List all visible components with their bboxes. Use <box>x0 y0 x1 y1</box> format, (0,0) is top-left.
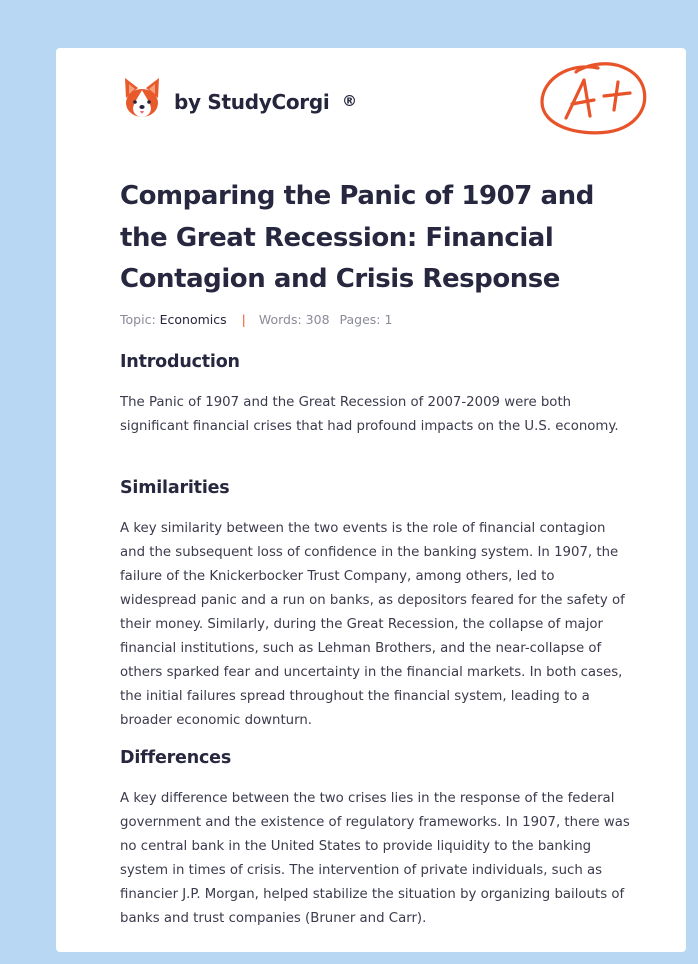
article-title: Comparing the Panic of 1907 and the Great Recession: Financial Contagion and Crisis Response <box>120 181 594 294</box>
page-count: Pages: 1 <box>339 312 393 327</box>
section-text-similarities: A key similarity between the two events is the role of financial contagion and the subsequent loss of confidence in the banking system. In 1907, the failure of the Knickerbocker Trust Company, among others, led to widespread panic and a run on banks, as depositors feared for the safety of their money. Similarly, during the Great Recession, the collapse of major financial institutions, such as Lehman Brothers, and the near-collapse of others sparked fear and uncertainty in the financial markets. In both cases, the initial failures spread throughout the financial system, leading to a broader economic downturn. <box>120 521 625 728</box>
document-card <box>56 48 686 952</box>
brand-name: by StudyCorgi <box>174 90 330 114</box>
studycorgi-logo[interactable] <box>122 77 329 119</box>
word-count: Words: 308 <box>258 312 330 327</box>
meta-separator: | <box>241 312 246 327</box>
registered-mark: ® <box>342 92 357 110</box>
section-heading-similarities: Similarities <box>120 478 230 498</box>
section-text-differences: A key difference between the two crises lies in the response of the federal government and the existence of regulatory frameworks. In 1907, there was no central bank in the United States to provide liquidity to the banking system in times of crisis. The intervention of private individuals, such as financier J.P. Morgan, helped stabilize the situation by organizing bailouts of banks and trust companies (Bruner and Carr). <box>120 791 630 926</box>
corgi-icon <box>122 76 162 120</box>
section-text-introduction: The Panic of 1907 and the Great Recession of 2007-2009 were both significant financial crises that had profound impacts on the U.S. economy. <box>120 395 619 434</box>
grade-a-plus-badge <box>538 58 650 138</box>
section-heading-introduction: Introduction <box>120 352 240 372</box>
topic-label: Topic: <box>120 312 156 327</box>
article-meta <box>120 312 392 327</box>
topic-link[interactable]: Economics <box>159 312 227 327</box>
section-heading-differences: Differences <box>120 748 232 768</box>
